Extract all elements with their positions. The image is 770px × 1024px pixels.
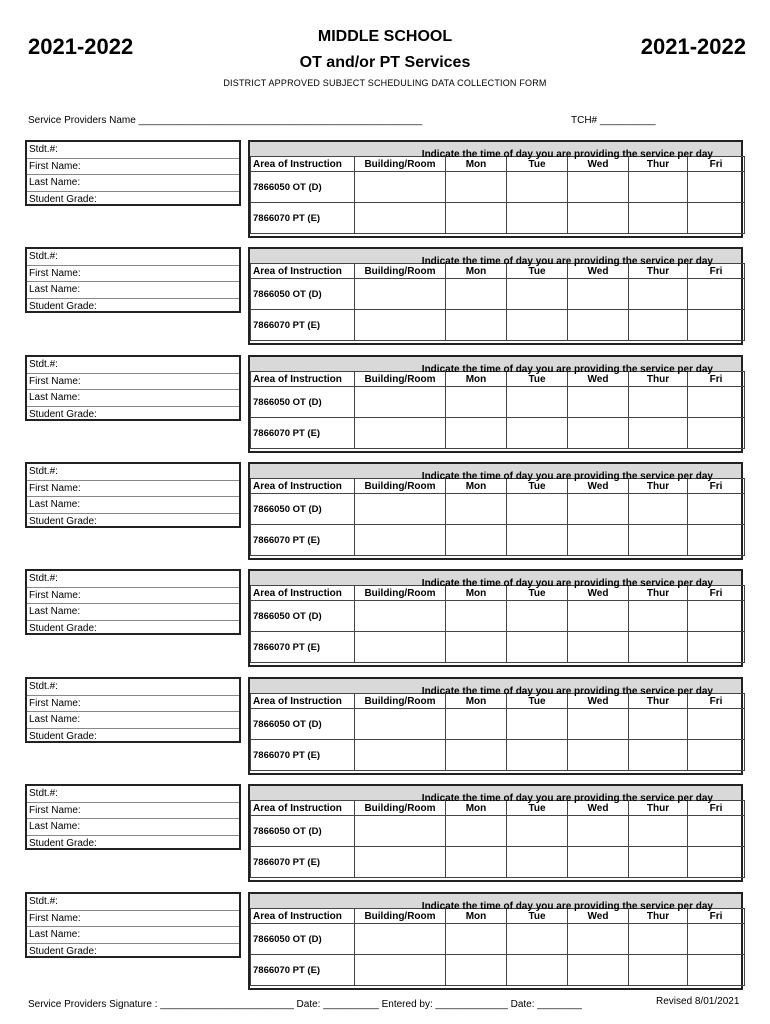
column-header: Tue (507, 586, 568, 601)
form-title-services: OT and/or PT Services (299, 54, 471, 71)
schedule-cell[interactable] (355, 387, 446, 418)
student-number-field[interactable]: Stdt.#: (27, 142, 239, 159)
schedule-cell[interactable] (688, 847, 745, 878)
column-header: Tue (507, 479, 568, 494)
service-code: 7866070 PT (E) (251, 632, 355, 663)
schedule-table (248, 355, 743, 453)
schedule-cell[interactable] (355, 172, 446, 203)
schedule-cell[interactable] (446, 816, 507, 847)
service-code: 7866050 OT (D) (251, 601, 355, 632)
schedule-table (248, 892, 743, 990)
schedule-cell[interactable] (446, 172, 507, 203)
schedule-cell[interactable] (568, 632, 629, 663)
schedule-cell[interactable] (629, 632, 688, 663)
student-grade-field[interactable]: Student Grade: (29, 408, 97, 420)
schedule-cell[interactable] (688, 740, 745, 771)
last-name-field[interactable]: Last Name: (27, 927, 239, 944)
student-grade-field[interactable]: Student Grade: (29, 193, 97, 205)
schedule-instruction: Indicate the time of day you are providing the service per day (421, 364, 713, 375)
table-row (251, 847, 745, 878)
schedule-cell[interactable] (568, 525, 629, 556)
student-number-field[interactable]: Stdt.#: (27, 571, 239, 588)
first-name-field[interactable]: First Name: (27, 696, 239, 713)
schedule-cell[interactable] (446, 740, 507, 771)
schedule-cell[interactable] (568, 418, 629, 449)
last-name-field[interactable]: Last Name: (27, 819, 239, 836)
schedule-cell[interactable] (507, 632, 568, 663)
column-header: Mon (446, 801, 507, 816)
column-header: Building/Room (355, 909, 446, 924)
schedule-cell[interactable] (355, 203, 446, 234)
schedule-band (250, 464, 741, 482)
column-header: Thur (629, 479, 688, 494)
schedule-cell[interactable] (355, 709, 446, 740)
schedule-cell[interactable] (507, 310, 568, 341)
schedule-cell[interactable] (355, 740, 446, 771)
schedule-cell[interactable] (629, 847, 688, 878)
column-header: Wed (568, 801, 629, 816)
student-block (25, 247, 743, 347)
student-number-field[interactable]: Stdt.#: (27, 249, 239, 266)
schedule-cell[interactable] (688, 955, 745, 986)
schedule-cell[interactable] (629, 740, 688, 771)
column-header: Tue (507, 801, 568, 816)
first-name-field[interactable]: First Name: (27, 374, 239, 391)
schedule-instruction: Indicate the time of day you are providing the service per day (421, 471, 713, 482)
schedule-cell[interactable] (507, 924, 568, 955)
schedule-cell[interactable] (688, 387, 745, 418)
schedule-band (250, 894, 741, 912)
student-grade-field[interactable]: Student Grade: (29, 515, 97, 527)
schedule-table (248, 677, 743, 775)
schedule-cell[interactable] (629, 494, 688, 525)
column-header: Tue (507, 909, 568, 924)
schedule-cell[interactable] (629, 203, 688, 234)
student-block (25, 569, 743, 669)
service-code: 7866050 OT (D) (251, 924, 355, 955)
schedule-cell[interactable] (446, 418, 507, 449)
schedule-cell[interactable] (446, 494, 507, 525)
column-header: Fri (688, 801, 745, 816)
schedule-cell[interactable] (507, 387, 568, 418)
column-header: Thur (629, 909, 688, 924)
schedule-cell[interactable] (568, 847, 629, 878)
column-header: Area of Instruction (251, 264, 355, 279)
table-row (251, 172, 745, 203)
column-header: Tue (507, 157, 568, 172)
student-number-field[interactable]: Stdt.#: (27, 786, 239, 803)
year-right: 2021-2022 (640, 34, 746, 59)
schedule-cell[interactable] (629, 172, 688, 203)
student-info-box (25, 462, 241, 528)
student-grade-field[interactable]: Student Grade: (29, 730, 97, 742)
student-block (25, 355, 743, 455)
schedule-cell[interactable] (446, 924, 507, 955)
column-header: Fri (688, 586, 745, 601)
schedule-cell[interactable] (629, 955, 688, 986)
column-header: Mon (446, 479, 507, 494)
student-grade-field[interactable]: Student Grade: (29, 300, 97, 312)
schedule-cell[interactable] (446, 847, 507, 878)
column-header: Fri (688, 372, 745, 387)
column-header: Building/Room (355, 157, 446, 172)
schedule-cell[interactable] (355, 816, 446, 847)
student-grade-field[interactable]: Student Grade: (29, 622, 97, 634)
table-row (251, 494, 745, 525)
schedule-instruction: Indicate the time of day you are providing the service per day (421, 686, 713, 697)
schedule-cell[interactable] (446, 601, 507, 632)
student-number-field[interactable]: Stdt.#: (27, 894, 239, 911)
schedule-cell[interactable] (507, 494, 568, 525)
schedule-cell[interactable] (507, 816, 568, 847)
table-row (251, 816, 745, 847)
schedule-band (250, 786, 741, 804)
schedule-cell[interactable] (568, 310, 629, 341)
year-left: 2021-2022 (28, 34, 134, 59)
column-header: Fri (688, 909, 745, 924)
schedule-cell[interactable] (568, 387, 629, 418)
table-row (251, 310, 745, 341)
schedule-cell[interactable] (629, 601, 688, 632)
schedule-cell[interactable] (507, 203, 568, 234)
student-block (25, 784, 743, 884)
column-header: Fri (688, 479, 745, 494)
first-name-field[interactable]: First Name: (27, 588, 239, 605)
schedule-table (248, 247, 743, 345)
column-header: Mon (446, 586, 507, 601)
schedule-cell[interactable] (446, 525, 507, 556)
schedule-cell[interactable] (507, 709, 568, 740)
service-code: 7866050 OT (D) (251, 816, 355, 847)
column-header: Thur (629, 586, 688, 601)
column-header: Tue (507, 372, 568, 387)
last-name-field[interactable]: Last Name: (27, 282, 239, 299)
column-header: Thur (629, 801, 688, 816)
schedule-cell[interactable] (446, 955, 507, 986)
service-code: 7866070 PT (E) (251, 740, 355, 771)
column-header: Fri (688, 264, 745, 279)
table-row (251, 387, 745, 418)
service-code: 7866050 OT (D) (251, 709, 355, 740)
student-info-box (25, 569, 241, 635)
schedule-cell[interactable] (355, 601, 446, 632)
column-header: Area of Instruction (251, 586, 355, 601)
student-info-box (25, 140, 241, 206)
service-code: 7866070 PT (E) (251, 203, 355, 234)
schedule-cell[interactable] (355, 279, 446, 310)
student-grade-field[interactable]: Student Grade: (29, 945, 97, 957)
schedule-cell[interactable] (568, 816, 629, 847)
schedule-band (250, 571, 741, 589)
schedule-cell[interactable] (568, 601, 629, 632)
schedule-cell[interactable] (688, 418, 745, 449)
first-name-field[interactable]: First Name: (27, 481, 239, 498)
schedule-instruction: Indicate the time of day you are providing the service per day (421, 793, 713, 804)
student-info-box (25, 677, 241, 743)
schedule-cell[interactable] (629, 816, 688, 847)
column-header: Wed (568, 157, 629, 172)
service-code: 7866050 OT (D) (251, 279, 355, 310)
last-name-field[interactable]: Last Name: (27, 175, 239, 192)
schedule-cell[interactable] (355, 418, 446, 449)
column-header: Building/Room (355, 372, 446, 387)
column-header: Area of Instruction (251, 694, 355, 709)
schedule-cell[interactable] (507, 847, 568, 878)
schedule-instruction: Indicate the time of day you are providing the service per day (421, 578, 713, 589)
schedule-cell[interactable] (688, 709, 745, 740)
column-header: Area of Instruction (251, 801, 355, 816)
column-header: Building/Room (355, 694, 446, 709)
column-header: Wed (568, 372, 629, 387)
schedule-cell[interactable] (688, 601, 745, 632)
schedule-cell[interactable] (568, 924, 629, 955)
schedule-cell[interactable] (688, 172, 745, 203)
schedule-table (248, 784, 743, 882)
service-code: 7866070 PT (E) (251, 525, 355, 556)
schedule-band (250, 142, 741, 160)
table-row (251, 955, 745, 986)
service-code: 7866070 PT (E) (251, 847, 355, 878)
schedule-cell[interactable] (568, 740, 629, 771)
revised-date: Revised 8/01/2021 (656, 996, 740, 1007)
student-block (25, 677, 743, 777)
schedule-cell[interactable] (568, 955, 629, 986)
first-name-field[interactable]: First Name: (27, 911, 239, 928)
student-info-box (25, 892, 241, 958)
schedule-cell[interactable] (688, 279, 745, 310)
schedule-instruction: Indicate the time of day you are providing the service per day (421, 149, 713, 160)
form-title: MIDDLE SCHOOL (317, 28, 453, 45)
table-row (251, 740, 745, 771)
column-header: Area of Instruction (251, 372, 355, 387)
schedule-cell[interactable] (688, 924, 745, 955)
table-row (251, 525, 745, 556)
table-row (251, 418, 745, 449)
column-header: Wed (568, 479, 629, 494)
column-header: Mon (446, 909, 507, 924)
schedule-cell[interactable] (446, 279, 507, 310)
schedule-table (248, 140, 743, 238)
column-header: Building/Room (355, 264, 446, 279)
schedule-cell[interactable] (355, 955, 446, 986)
schedule-table (248, 462, 743, 560)
schedule-instruction: Indicate the time of day you are providing the service per day (421, 256, 713, 267)
schedule-cell[interactable] (568, 172, 629, 203)
column-header: Mon (446, 694, 507, 709)
schedule-instruction: Indicate the time of day you are providing the service per day (421, 901, 713, 912)
service-code: 7866050 OT (D) (251, 494, 355, 525)
schedule-cell[interactable] (507, 955, 568, 986)
schedule-band (250, 249, 741, 267)
schedule-cell[interactable] (629, 310, 688, 341)
schedule-cell[interactable] (355, 525, 446, 556)
column-header: Fri (688, 157, 745, 172)
schedule-cell[interactable] (568, 494, 629, 525)
student-number-field[interactable]: Stdt.#: (27, 679, 239, 696)
service-code: 7866050 OT (D) (251, 172, 355, 203)
schedule-cell[interactable] (355, 310, 446, 341)
schedule-cell[interactable] (507, 418, 568, 449)
student-number-field[interactable]: Stdt.#: (27, 464, 239, 481)
tch-field[interactable]: TCH# __________ (571, 115, 656, 126)
column-header: Building/Room (355, 586, 446, 601)
column-header: Area of Instruction (251, 479, 355, 494)
table-row (251, 709, 745, 740)
column-header: Thur (629, 157, 688, 172)
student-number-field[interactable]: Stdt.#: (27, 357, 239, 374)
schedule-cell[interactable] (568, 709, 629, 740)
last-name-field[interactable]: Last Name: (27, 497, 239, 514)
table-row (251, 632, 745, 663)
column-header: Building/Room (355, 801, 446, 816)
column-header: Tue (507, 264, 568, 279)
schedule-cell[interactable] (446, 387, 507, 418)
column-header: Wed (568, 694, 629, 709)
column-header: Thur (629, 264, 688, 279)
last-name-field[interactable]: Last Name: (27, 604, 239, 621)
student-block (25, 140, 743, 240)
service-code: 7866050 OT (D) (251, 387, 355, 418)
column-header: Wed (568, 586, 629, 601)
schedule-cell[interactable] (568, 203, 629, 234)
student-info-box (25, 784, 241, 850)
schedule-cell[interactable] (629, 418, 688, 449)
column-header: Area of Instruction (251, 909, 355, 924)
column-header: Wed (568, 264, 629, 279)
schedule-cell[interactable] (629, 387, 688, 418)
student-block (25, 462, 743, 562)
column-header: Fri (688, 694, 745, 709)
last-name-field[interactable]: Last Name: (27, 712, 239, 729)
schedule-cell[interactable] (507, 601, 568, 632)
column-header: Tue (507, 694, 568, 709)
table-row (251, 601, 745, 632)
schedule-cell[interactable] (446, 709, 507, 740)
schedule-cell[interactable] (688, 816, 745, 847)
service-code: 7866070 PT (E) (251, 418, 355, 449)
table-row (251, 203, 745, 234)
column-header: Wed (568, 909, 629, 924)
student-block (25, 892, 743, 992)
schedule-cell[interactable] (507, 172, 568, 203)
column-header: Thur (629, 694, 688, 709)
schedule-cell[interactable] (629, 279, 688, 310)
column-header: Mon (446, 157, 507, 172)
schedule-cell[interactable] (629, 924, 688, 955)
schedule-cell[interactable] (688, 525, 745, 556)
schedule-cell[interactable] (629, 709, 688, 740)
schedule-cell[interactable] (446, 203, 507, 234)
student-info-box (25, 355, 241, 421)
student-grade-field[interactable]: Student Grade: (29, 837, 97, 849)
student-info-box (25, 247, 241, 313)
schedule-cell[interactable] (688, 494, 745, 525)
form-subtitle: DISTRICT APPROVED SUBJECT SCHEDULING DATA COLLECTION FORM (223, 78, 547, 88)
service-code: 7866070 PT (E) (251, 955, 355, 986)
last-name-field[interactable]: Last Name: (27, 390, 239, 407)
schedule-cell[interactable] (568, 279, 629, 310)
schedule-cell[interactable] (355, 494, 446, 525)
column-header: Mon (446, 372, 507, 387)
schedule-cell[interactable] (355, 924, 446, 955)
schedule-table (248, 569, 743, 667)
schedule-cell[interactable] (688, 203, 745, 234)
signature-line[interactable]: Service Providers Signature : ________________________ Date: __________ Entered by: _____________ Date: ________ (28, 999, 582, 1010)
schedule-cell[interactable] (507, 740, 568, 771)
schedule-cell[interactable] (688, 310, 745, 341)
column-header: Mon (446, 264, 507, 279)
schedule-cell[interactable] (446, 310, 507, 341)
table-row (251, 279, 745, 310)
schedule-cell[interactable] (507, 525, 568, 556)
schedule-cell[interactable] (507, 279, 568, 310)
first-name-field[interactable]: First Name: (27, 266, 239, 283)
schedule-cell[interactable] (355, 632, 446, 663)
schedule-cell[interactable] (688, 632, 745, 663)
column-header: Thur (629, 372, 688, 387)
schedule-band (250, 679, 741, 697)
schedule-cell[interactable] (446, 632, 507, 663)
first-name-field[interactable]: First Name: (27, 159, 239, 176)
service-provider-name-field[interactable]: Service Providers Name ___________________________________________________ (28, 115, 423, 126)
table-row (251, 924, 745, 955)
first-name-field[interactable]: First Name: (27, 803, 239, 820)
column-header: Area of Instruction (251, 157, 355, 172)
schedule-band (250, 357, 741, 375)
schedule-cell[interactable] (629, 525, 688, 556)
service-code: 7866070 PT (E) (251, 310, 355, 341)
column-header: Building/Room (355, 479, 446, 494)
schedule-cell[interactable] (355, 847, 446, 878)
